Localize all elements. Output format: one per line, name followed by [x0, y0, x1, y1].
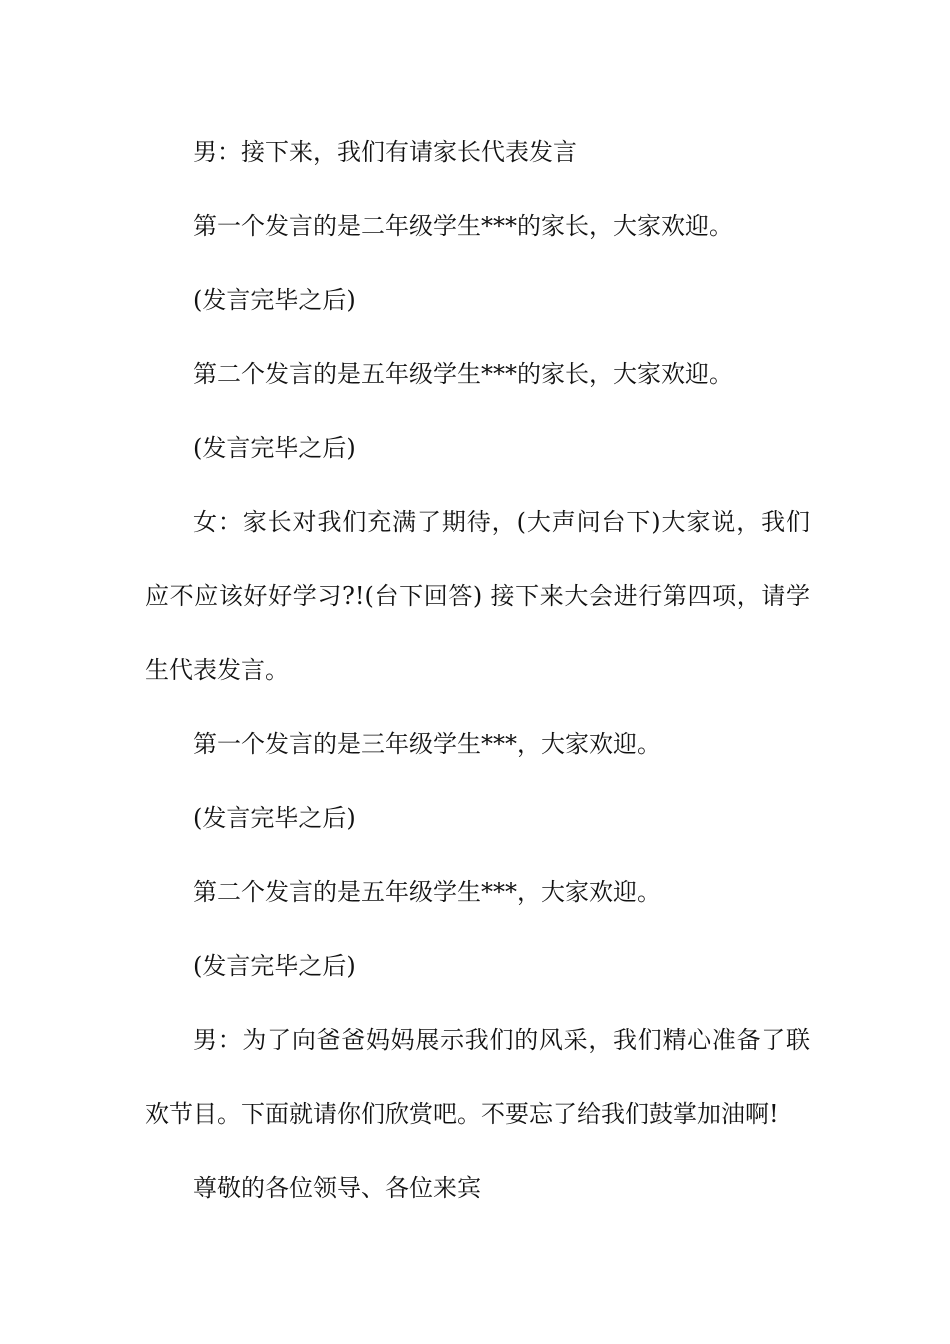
- paragraph-female-host-transition: 女：家长对我们充满了期待，(大声问台下)大家说，我们应不应该好好学习?!(台下回答) 接下来大会进行第四项，请学生代表发言。: [145, 508, 810, 684]
- paragraph-after-speech: (发言完毕之后): [193, 286, 356, 314]
- paragraph-greeting: 尊敬的各位领导、各位来宾: [193, 1174, 481, 1202]
- paragraph-male-host-performance: 男：为了向爸爸妈妈展示我们的风采，我们精心准备了联欢节目。下面就请你们欣赏吧。不要忘了给我们鼓掌加油啊!: [145, 1026, 810, 1128]
- paragraph-after-speech: (发言完毕之后): [193, 952, 356, 980]
- paragraph-first-student-speaker: 第一个发言的是三年级学生***，大家欢迎。: [193, 730, 661, 758]
- paragraph-second-student-speaker: 第二个发言的是五年级学生***，大家欢迎。: [193, 878, 661, 906]
- paragraph-second-parent-speaker: 第二个发言的是五年级学生***的家长，大家欢迎。: [193, 360, 733, 388]
- paragraph-after-speech: (发言完毕之后): [193, 804, 356, 832]
- paragraph-first-parent-speaker: 第一个发言的是二年级学生***的家长，大家欢迎。: [193, 212, 733, 240]
- paragraph-after-speech: (发言完毕之后): [193, 434, 356, 462]
- paragraph-male-host-intro: 男：接下来，我们有请家长代表发言: [193, 138, 577, 166]
